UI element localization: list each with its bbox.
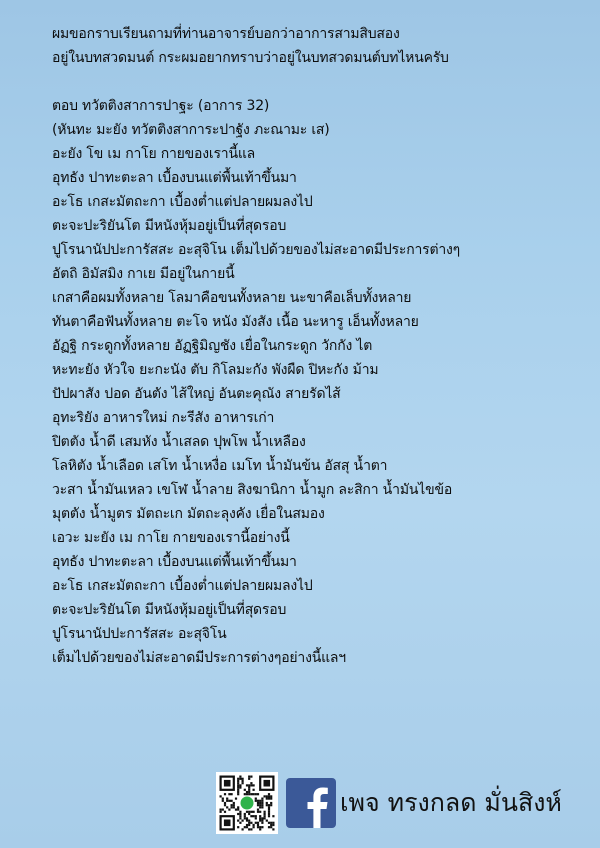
answer-line: เต็มไปด้วยของไม่สะอาดมีประการต่างๆอย่างนี้แลฯ (52, 650, 346, 666)
answer-line: (หันทะ มะยัง ทวัตติงสาการะปาฐัง ภะณามะ เส) (52, 122, 330, 138)
answer-line: ปูโรนานัปปะการัสสะ อะสุจิโน (52, 626, 227, 642)
answer-line: อุทธัง ปาทะตะลา เบื้องบนแต่พื้นเท้าขึ้นมา (52, 170, 297, 186)
answer-line: ปัปผาสัง ปอด อันตัง ไส้ใหญ่ อันตะคุณัง สายรัดไส้ (52, 386, 341, 402)
answer-line: อัฏฐิ กระดูกทั้งหลาย อัฏฐิมิญชัง เยื่อในกระดูก วักกัง ไต (52, 338, 373, 354)
answer-line: อุทธัง ปาทะตะลา เบื้องบนแต่พื้นเท้าขึ้นมา (52, 554, 297, 570)
facebook-icon[interactable] (286, 778, 336, 828)
page-name: เพจ ทรงกลด มั่นสิงห์ (340, 788, 562, 817)
question-line-1: ผมขอกราบเรียนถามที่ท่านอาจารย์บอกว่าอาการสามสิบสอง (52, 26, 400, 42)
answer-line: อะโธ เกสะมัตถะกา เบื้องต่ำแต่ปลายผมลงไป (52, 578, 313, 594)
answer-line: เอวะ มะยัง เม กาโย กายของเรานี้อย่างนี้ (52, 530, 290, 546)
answer-line: ตะจะปะริยันโต มีหนังหุ้มอยู่เป็นที่สุดรอบ (52, 218, 287, 234)
answer-line: วะสา น้ำมันเหลว เขโฬ น้ำลาย สิงฆานิกา น้ำมูก ละสิกา น้ำมันไขข้อ (52, 482, 453, 498)
document-body (52, 22, 592, 670)
answer-line: อะโธ เกสะมัตถะกา เบื้องต่ำแต่ปลายผมลงไป (52, 194, 313, 210)
answer-line: ตอบ ทวัตติงสาการปาฐะ (อาการ 32) (52, 98, 270, 114)
answer-line: ทันตาคือฟันทั้งหลาย ตะโจ หนัง มังสัง เนื้อ นะหารู เอ็นทั้งหลาย (52, 314, 419, 330)
answer-line: เกสาคือผมทั้งหลาย โลมาคือขนทั้งหลาย นะขาคือเล็บทั้งหลาย (52, 290, 412, 306)
answer-line: อุทะริยัง อาหารใหม่ กะรีสัง อาหารเก่า (52, 410, 275, 426)
answer-line: อัตถิ อิมัสมิง กาเย มีอยู่ในกายนี้ (52, 266, 235, 282)
answer-line: ปูโรนานัปปะการัสสะ อะสุจิโน เต็มไปด้วยของไม่สะอาดมีประการต่างๆ (52, 242, 460, 258)
qr-code-icon[interactable] (216, 772, 278, 834)
question-line-2: อยู่ในบทสวดมนต์ กระผมอยากทราบว่าอยู่ในบทสวดมนต์บทไหนครับ (52, 50, 449, 66)
answer-line: อะยัง โข เม กาโย กายของเรานี้แล (52, 146, 256, 162)
answer-line: ปิตตัง น้ำดี เสมหัง น้ำเสลด ปุพโพ น้ำเหลือง (52, 434, 306, 450)
answer-line: โลหิตัง น้ำเลือด เสโท น้ำเหงื่อ เมโท น้ำมันข้น อัสสุ น้ำตา (52, 458, 388, 474)
answer-line: ตะจะปะริยันโต มีหนังหุ้มอยู่เป็นที่สุดรอบ (52, 602, 287, 618)
page-footer (216, 772, 596, 836)
answer-line: มุตตัง น้ำมูตร มัตถะเก มัตถะลุงคัง เยื่อในสมอง (52, 506, 325, 522)
qr-code-graphic (216, 772, 278, 834)
answer-line: หะทะยัง หัวใจ ยะกะนัง ตับ กิโลมะกัง พังผืด ปิหะกัง ม้าม (52, 362, 379, 378)
paragraph-gap (52, 70, 592, 94)
